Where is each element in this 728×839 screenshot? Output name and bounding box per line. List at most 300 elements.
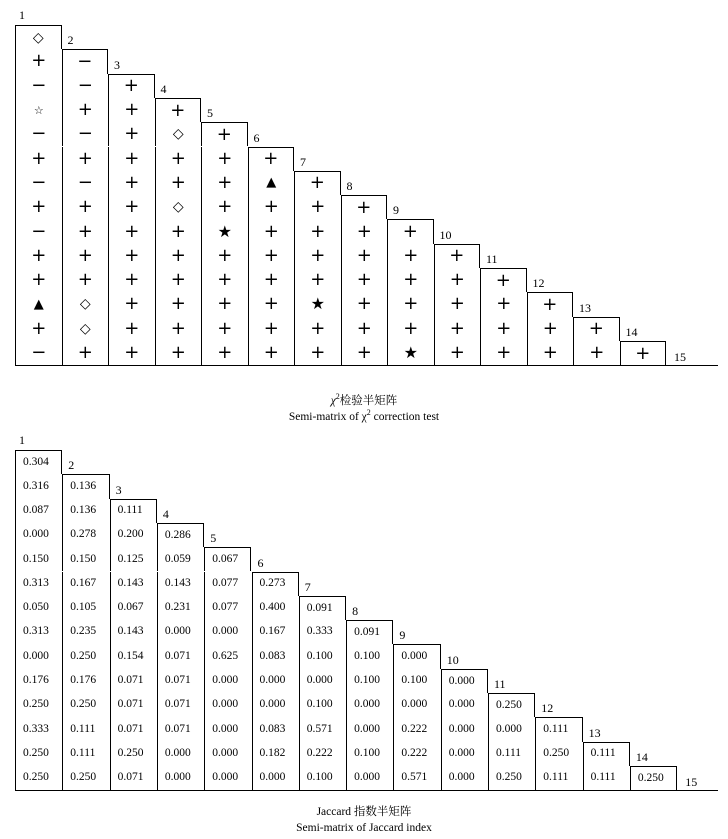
- chi_square-cell-r14-c9: [387, 317, 434, 341]
- chi_square-label-1: 1: [19, 8, 25, 22]
- chi_square-cell-r7-c1: [15, 147, 62, 171]
- chi_square-cell-r10-c7: [294, 219, 341, 243]
- jaccard-cell-r4-c3: 0.111: [110, 499, 157, 523]
- jaccard-cell-r12-c6: 0.000: [252, 693, 299, 717]
- chi_square-cell-r11-c3: [108, 244, 155, 268]
- chi_square-cell-r9-c8: [341, 195, 388, 219]
- chi_square-cell-r11-c2: [62, 244, 109, 268]
- jaccard-cell-r9-c2: 0.235: [62, 620, 109, 644]
- jaccard-cell-r13-c5: 0.000: [204, 717, 251, 741]
- jaccard-cell-r14-c11: 0.111: [488, 742, 535, 766]
- jaccard-cell-r4-c1: 0.087: [15, 499, 62, 523]
- chi_square-cell-r7-c2: [62, 147, 109, 171]
- chi_square-cell-r7-c3: [108, 147, 155, 171]
- jaccard-cell-r10-c2: 0.250: [62, 644, 109, 668]
- jaccard-cell-r11-c1: 0.176: [15, 669, 62, 693]
- chi_square-label-13: 13: [579, 300, 591, 315]
- jaccard-cell-r15-c7: 0.100: [299, 766, 346, 790]
- chi_square-cell-r14-c2: [62, 317, 109, 341]
- chi_square-cell-r10-c6: [248, 219, 295, 243]
- minus-symbol: −: [31, 342, 47, 364]
- jaccard-cell-r6-c3: 0.125: [110, 547, 157, 571]
- jaccard-cell-r13-c2: 0.111: [62, 717, 109, 741]
- jaccard-cell-r10-c1: 0.000: [15, 644, 62, 668]
- jaccard-cell-r4-c2: 0.136: [62, 499, 109, 523]
- jaccard-cell-r7-c6: 0.273: [252, 572, 299, 596]
- jaccard-cell-r10-c4: 0.071: [157, 644, 204, 668]
- chi_square-cell-r15-c3: [108, 341, 155, 365]
- jaccard-caption-cn: Jaccard 指数半矩阵: [316, 806, 412, 818]
- plus-symbol: +: [449, 245, 465, 267]
- chi_square-cell-r8-c6: [248, 171, 295, 195]
- jaccard-cell-r14-c9: 0.222: [393, 742, 440, 766]
- plus-symbol: +: [403, 244, 419, 266]
- plus-symbol: +: [31, 50, 47, 72]
- chi_square-cell-r13-c7: [294, 292, 341, 316]
- jaccard-cell-r13-c12: 0.111: [535, 717, 582, 741]
- chi_square-cell-r9-c5: [201, 195, 248, 219]
- jaccard-cell-r12-c3: 0.071: [110, 693, 157, 717]
- chi_square-cell-r5-c1: [15, 98, 62, 122]
- chi_square-cell-r12-c9: [387, 268, 434, 292]
- jaccard-cell-r14-c5: 0.000: [204, 742, 251, 766]
- plus-symbol: +: [217, 293, 233, 315]
- diamond-symbol: ◇: [79, 296, 91, 313]
- jaccard-label-2: 2: [68, 458, 75, 473]
- jaccard-cell-r15-c1: 0.250: [15, 766, 62, 790]
- chi_square-cell-r14-c7: [294, 317, 341, 341]
- chi_square-cell-r5-c2: [62, 98, 109, 122]
- plus-symbol: +: [263, 342, 279, 364]
- triangle-symbol: ▲: [266, 175, 277, 191]
- jaccard-cell-r11-c8: 0.100: [346, 669, 393, 693]
- plus-symbol: +: [170, 244, 186, 266]
- chi_square-cell-r4-c1: [15, 74, 62, 98]
- plus-symbol: +: [31, 269, 47, 291]
- chi_square-cell-r12-c6: [248, 268, 295, 292]
- plus-symbol: +: [170, 220, 186, 242]
- jaccard-cell-r12-c7: 0.100: [299, 693, 346, 717]
- plus-symbol: +: [31, 196, 47, 218]
- chi_square-cell-r7-c4: [155, 147, 202, 171]
- plus-symbol: +: [263, 317, 279, 339]
- chi_square-cell-r11-c8: [341, 244, 388, 268]
- jaccard-cell-r3-c1: 0.316: [15, 474, 62, 498]
- minus-symbol: −: [77, 50, 93, 72]
- jaccard-cell-r13-c10: 0.000: [441, 717, 488, 741]
- jaccard-cell-r8-c4: 0.231: [157, 596, 204, 620]
- chi_square-cell-r14-c8: [341, 317, 388, 341]
- chi-square-caption-cn: $\chi^2$检验半矩阵: [330, 392, 398, 407]
- plus-symbol: +: [124, 342, 140, 364]
- jaccard-cell-r11-c10: 0.000: [441, 669, 488, 693]
- chi_square-cell-r8-c3: [108, 171, 155, 195]
- chi_square-cell-r14-c3: [108, 317, 155, 341]
- plus-symbol: +: [542, 342, 558, 364]
- jaccard-cell-r15-c11: 0.250: [488, 766, 535, 790]
- plus-symbol: +: [31, 147, 47, 169]
- jaccard-cell-r9-c7: 0.333: [299, 620, 346, 644]
- minus-symbol: −: [77, 171, 93, 193]
- jaccard-cell-r7-c1: 0.313: [15, 572, 62, 596]
- jaccard-cell-r15-c10: 0.000: [441, 766, 488, 790]
- chi_square-cell-r6-c3: [108, 122, 155, 146]
- jaccard-cell-r15-c9: 0.571: [393, 766, 440, 790]
- jaccard-cell-r10-c9: 0.000: [393, 644, 440, 668]
- chi_square-baseline: [15, 365, 718, 366]
- jaccard-caption-en: Semi-matrix of Jaccard index: [296, 822, 432, 834]
- chi_square-cell-r15-c11: [480, 341, 527, 365]
- jaccard-cell-r14-c6: 0.182: [252, 742, 299, 766]
- diamond-symbol: ◇: [172, 199, 184, 216]
- minus-symbol: −: [77, 123, 93, 145]
- plus-symbol: +: [263, 196, 279, 218]
- chi_square-label-6: 6: [253, 130, 260, 145]
- plus-symbol: +: [124, 317, 140, 339]
- star-symbol: ★: [403, 343, 418, 363]
- triangle-symbol: ▲: [33, 296, 44, 312]
- plus-symbol: +: [310, 244, 326, 266]
- chi_square-cell-r9-c6: [248, 195, 295, 219]
- plus-symbol: +: [496, 342, 512, 364]
- plus-symbol: +: [542, 293, 558, 315]
- chi_square-cell-r11-c1: [15, 244, 62, 268]
- chi_square-label-15: 15: [674, 350, 686, 365]
- chi_square-cell-r14-c1: [15, 317, 62, 341]
- jaccard-label-8: 8: [352, 604, 359, 619]
- jaccard-cell-r15-c3: 0.071: [110, 766, 157, 790]
- jaccard-cell-r5-c4: 0.286: [157, 523, 204, 547]
- jaccard-cell-r5-c3: 0.200: [110, 523, 157, 547]
- plus-symbol: +: [402, 221, 418, 243]
- jaccard-baseline: [15, 790, 718, 791]
- jaccard-cell-r8-c2: 0.105: [62, 596, 109, 620]
- jaccard-cell-r12-c11: 0.250: [488, 693, 535, 717]
- chi_square-cell-r2-c1: [15, 25, 62, 49]
- chi_square-cell-r10-c9: [387, 219, 434, 243]
- chi_square-cell-r15-c5: [201, 341, 248, 365]
- chi_square-label-10: 10: [439, 227, 452, 242]
- chi_square-cell-r5-c4: [155, 98, 202, 122]
- plus-symbol: +: [635, 342, 651, 364]
- plus-symbol: +: [123, 75, 139, 97]
- chi_square-cell-r15-c10: [434, 341, 481, 365]
- chi_square-cell-r12-c10: [434, 268, 481, 292]
- jaccard-cell-r13-c4: 0.071: [157, 717, 204, 741]
- chi_square-label-2: 2: [67, 33, 74, 48]
- jaccard-cell-r11-c4: 0.071: [157, 669, 204, 693]
- chi_square-cell-r13-c2: [62, 292, 109, 316]
- chi_square-cell-r9-c1: [15, 195, 62, 219]
- jaccard-cell-r13-c3: 0.071: [110, 717, 157, 741]
- chi_square-cell-r12-c7: [294, 268, 341, 292]
- plus-symbol: +: [217, 171, 233, 193]
- chi_square-label-3: 3: [114, 57, 120, 72]
- plus-symbol: +: [449, 293, 465, 315]
- chi_square-cell-r11-c4: [155, 244, 202, 268]
- jaccard-cell-r8-c3: 0.067: [110, 596, 157, 620]
- jaccard-cell-r14-c1: 0.250: [15, 742, 62, 766]
- jaccard-label-9: 9: [399, 628, 406, 643]
- jaccard-cell-r6-c2: 0.150: [62, 547, 109, 571]
- plus-symbol: +: [217, 342, 233, 364]
- plus-symbol: +: [356, 244, 372, 266]
- chi_square-label-11: 11: [486, 252, 498, 266]
- plus-symbol: +: [496, 293, 512, 315]
- chi-square-caption-en: Semi-matrix of $\chi^2$ correction test: [288, 408, 440, 423]
- jaccard-label-15: 15: [685, 775, 698, 790]
- jaccard-cell-r13-c1: 0.333: [15, 717, 62, 741]
- jaccard-cell-r2-c1: 0.304: [15, 450, 62, 474]
- chi_square-cell-r13-c8: [341, 292, 388, 316]
- jaccard-cell-r11-c2: 0.176: [62, 669, 109, 693]
- chi_square-cell-r13-c1: [15, 292, 62, 316]
- plus-symbol: +: [588, 318, 604, 340]
- plus-symbol: +: [449, 342, 465, 364]
- plus-symbol: +: [263, 148, 279, 170]
- chi_square-cell-r6-c1: [15, 122, 62, 146]
- chi_square-cell-r15-c2: [62, 341, 109, 365]
- chi_square-cell-r15-c12: [527, 341, 574, 365]
- chi_square-cell-r10-c3: [108, 219, 155, 243]
- plus-symbol: +: [356, 220, 372, 242]
- chi_square-label-5: 5: [207, 106, 213, 121]
- plus-symbol: +: [124, 171, 140, 193]
- plus-symbol: +: [356, 342, 372, 364]
- jaccard-label-11: 11: [494, 677, 506, 691]
- jaccard-cell-r13-c9: 0.222: [393, 717, 440, 741]
- jaccard-label-14: 14: [635, 749, 648, 764]
- minus-symbol: −: [77, 74, 93, 96]
- jaccard-cell-r15-c5: 0.000: [204, 766, 251, 790]
- chi_square-cell-r15-c8: [341, 341, 388, 365]
- jaccard-cell-r10-c3: 0.154: [110, 644, 157, 668]
- jaccard-cell-r6-c4: 0.059: [157, 547, 204, 571]
- plus-symbol: +: [124, 99, 140, 121]
- jaccard-cell-r9-c6: 0.167: [252, 620, 299, 644]
- chi_square-cell-r15-c7: [294, 341, 341, 365]
- plus-symbol: +: [170, 342, 186, 364]
- jaccard-cell-r12-c4: 0.071: [157, 693, 204, 717]
- jaccard-cell-r8-c6: 0.400: [252, 596, 299, 620]
- chi_square-cell-r14-c11: [480, 317, 527, 341]
- plus-symbol: +: [217, 269, 233, 291]
- chi_square-left-edge: [15, 25, 16, 365]
- chi_square-cell-r12-c2: [62, 268, 109, 292]
- plus-symbol: +: [217, 244, 233, 266]
- plus-symbol: +: [309, 172, 325, 194]
- jaccard-cell-r5-c2: 0.278: [62, 523, 109, 547]
- jaccard-cell-r14-c8: 0.100: [346, 742, 393, 766]
- chi_square-cell-r10-c4: [155, 219, 202, 243]
- plus-symbol: +: [356, 293, 372, 315]
- chi_square-cell-r13-c10: [434, 292, 481, 316]
- jaccard-cell-r7-c4: 0.143: [157, 572, 204, 596]
- jaccard-label-6: 6: [257, 555, 264, 570]
- jaccard-cell-r8-c7: 0.091: [299, 596, 346, 620]
- chi_square-label-14: 14: [625, 324, 638, 339]
- plus-symbol: +: [77, 147, 93, 169]
- chi_square-cell-r13-c9: [387, 292, 434, 316]
- chi_square-cell-r9-c7: [294, 195, 341, 219]
- chi_square-cell-r14-c10: [434, 317, 481, 341]
- jaccard-cell-r15-c12: 0.111: [535, 766, 582, 790]
- plus-symbol: +: [170, 269, 186, 291]
- jaccard-cell-r12-c1: 0.250: [15, 693, 62, 717]
- jaccard-label-7: 7: [304, 579, 311, 594]
- chi_square-cell-r7-c6: [248, 147, 295, 171]
- chi_square-label-8: 8: [346, 179, 353, 194]
- plus-symbol: +: [310, 342, 326, 364]
- jaccard-cell-r15-c14: 0.250: [630, 766, 677, 790]
- minus-symbol: −: [31, 74, 47, 96]
- chi_square-cell-r8-c2: [62, 171, 109, 195]
- plus-symbol: +: [403, 293, 419, 315]
- plus-symbol: +: [403, 269, 419, 291]
- chi_square-cell-r11-c10: [434, 244, 481, 268]
- plus-symbol: +: [31, 244, 47, 266]
- chi_square-cell-r8-c1: [15, 171, 62, 195]
- plus-symbol: +: [124, 244, 140, 266]
- chi_square-cell-r10-c5: [201, 219, 248, 243]
- jaccard-label-13: 13: [588, 725, 601, 740]
- plus-symbol: +: [542, 317, 558, 339]
- chi_square-cell-r9-c2: [62, 195, 109, 219]
- jaccard-cell-r5-c1: 0.000: [15, 523, 62, 547]
- plus-symbol: +: [449, 269, 465, 291]
- plus-symbol: +: [263, 244, 279, 266]
- jaccard-cell-r7-c5: 0.077: [204, 572, 251, 596]
- plus-symbol: +: [124, 196, 140, 218]
- chi_square-cell-r12-c8: [341, 268, 388, 292]
- chi_square-cell-r6-c5: [201, 122, 248, 146]
- minus-symbol: −: [31, 171, 47, 193]
- chi_square-cell-r13-c5: [201, 292, 248, 316]
- star-symbol: ★: [217, 221, 232, 241]
- chi_square-cell-r12-c3: [108, 268, 155, 292]
- plus-symbol: +: [77, 220, 93, 242]
- chi_square-cell-r10-c1: [15, 219, 62, 243]
- jaccard-cell-r11-c7: 0.000: [299, 669, 346, 693]
- plus-symbol: +: [124, 123, 140, 145]
- plus-symbol: +: [449, 317, 465, 339]
- plus-symbol: +: [217, 147, 233, 169]
- chi_square-cell-r13-c3: [108, 292, 155, 316]
- jaccard-label-4: 4: [162, 506, 169, 521]
- plus-symbol: +: [170, 99, 186, 121]
- jaccard-left-edge: [15, 450, 16, 790]
- jaccard-cell-r14-c13: 0.111: [583, 742, 630, 766]
- chi_square-cell-r12-c5: [201, 268, 248, 292]
- jaccard-cell-r12-c10: 0.000: [441, 693, 488, 717]
- jaccard-cell-r15-c6: 0.000: [252, 766, 299, 790]
- jaccard-cell-r10-c8: 0.100: [346, 644, 393, 668]
- chi_square-cell-r15-c4: [155, 341, 202, 365]
- plus-symbol: +: [263, 293, 279, 315]
- chi_square-cell-r10-c2: [62, 219, 109, 243]
- chi_square-cell-r13-c6: [248, 292, 295, 316]
- chi_square-cell-r11-c9: [387, 244, 434, 268]
- diamond-symbol: ◇: [172, 126, 184, 143]
- plus-symbol: +: [217, 196, 233, 218]
- jaccard-label-5: 5: [210, 531, 217, 546]
- jaccard-cell-r14-c3: 0.250: [110, 742, 157, 766]
- plus-symbol: +: [31, 317, 47, 339]
- plus-symbol: +: [77, 196, 93, 218]
- plus-symbol: +: [170, 293, 186, 315]
- plus-symbol: +: [495, 269, 511, 291]
- jaccard-cell-r13-c6: 0.083: [252, 717, 299, 741]
- jaccard-cell-r15-c8: 0.000: [346, 766, 393, 790]
- plus-symbol: +: [77, 342, 93, 364]
- jaccard-cell-r11-c5: 0.000: [204, 669, 251, 693]
- chi_square-cell-r15-c1: [15, 341, 62, 365]
- jaccard-cell-r10-c6: 0.083: [252, 644, 299, 668]
- jaccard-cell-r9-c3: 0.143: [110, 620, 157, 644]
- jaccard-cell-r13-c11: 0.000: [488, 717, 535, 741]
- jaccard-cell-r15-c13: 0.111: [583, 766, 630, 790]
- chi_square-cell-r9-c4: [155, 195, 202, 219]
- jaccard-cell-r13-c7: 0.571: [299, 717, 346, 741]
- chi_square-cell-r14-c12: [527, 317, 574, 341]
- chi_square-cell-r12-c11: [480, 268, 527, 292]
- jaccard-label-12: 12: [541, 701, 554, 716]
- chi_square-cell-r6-c4: [155, 122, 202, 146]
- jaccard-cell-r7-c3: 0.143: [110, 572, 157, 596]
- chi_square-cell-r14-c5: [201, 317, 248, 341]
- jaccard-cell-r7-c2: 0.167: [62, 572, 109, 596]
- jaccard-cell-r12-c8: 0.000: [346, 693, 393, 717]
- chi_square-cell-r11-c5: [201, 244, 248, 268]
- jaccard-cell-r8-c1: 0.050: [15, 596, 62, 620]
- jaccard-cell-r12-c5: 0.000: [204, 693, 251, 717]
- plus-symbol: +: [170, 147, 186, 169]
- jaccard-cell-r11-c9: 0.100: [393, 669, 440, 693]
- chi_square-label-4: 4: [160, 81, 167, 96]
- jaccard-cell-r11-c6: 0.000: [252, 669, 299, 693]
- chi_square-cell-r13-c12: [527, 292, 574, 316]
- chi_square-cell-r15-c13: [573, 341, 620, 365]
- plus-symbol: +: [124, 220, 140, 242]
- chi_square-cell-r8-c4: [155, 171, 202, 195]
- chi_square-cell-r12-c1: [15, 268, 62, 292]
- plus-symbol: +: [170, 171, 186, 193]
- chi_square-cell-r13-c11: [480, 292, 527, 316]
- chi_square-label-7: 7: [300, 154, 306, 169]
- chi_square-cell-r4-c3: [108, 74, 155, 98]
- plus-symbol: +: [124, 293, 140, 315]
- plus-symbol: +: [170, 317, 186, 339]
- plus-symbol: +: [263, 220, 279, 242]
- jaccard-cell-r9-c5: 0.000: [204, 620, 251, 644]
- plus-symbol: +: [124, 147, 140, 169]
- chi_square-cell-r6-c2: [62, 122, 109, 146]
- chi_square-cell-r3-c1: [15, 49, 62, 73]
- jaccard-label-10: 10: [446, 652, 459, 667]
- chi_square-cell-r8-c7: [294, 171, 341, 195]
- jaccard-cell-r14-c4: 0.000: [157, 742, 204, 766]
- chi_square-cell-r14-c13: [573, 317, 620, 341]
- plus-symbol: +: [356, 317, 372, 339]
- jaccard-cell-r12-c9: 0.000: [393, 693, 440, 717]
- jaccard-cell-r11-c3: 0.071: [110, 669, 157, 693]
- chi_square-cell-r15-c6: [248, 341, 295, 365]
- plus-symbol: +: [263, 269, 279, 291]
- jaccard-cell-r10-c5: 0.625: [204, 644, 251, 668]
- jaccard-label-1: 1: [19, 433, 25, 447]
- plus-symbol: +: [496, 317, 512, 339]
- jaccard-cell-r13-c8: 0.000: [346, 717, 393, 741]
